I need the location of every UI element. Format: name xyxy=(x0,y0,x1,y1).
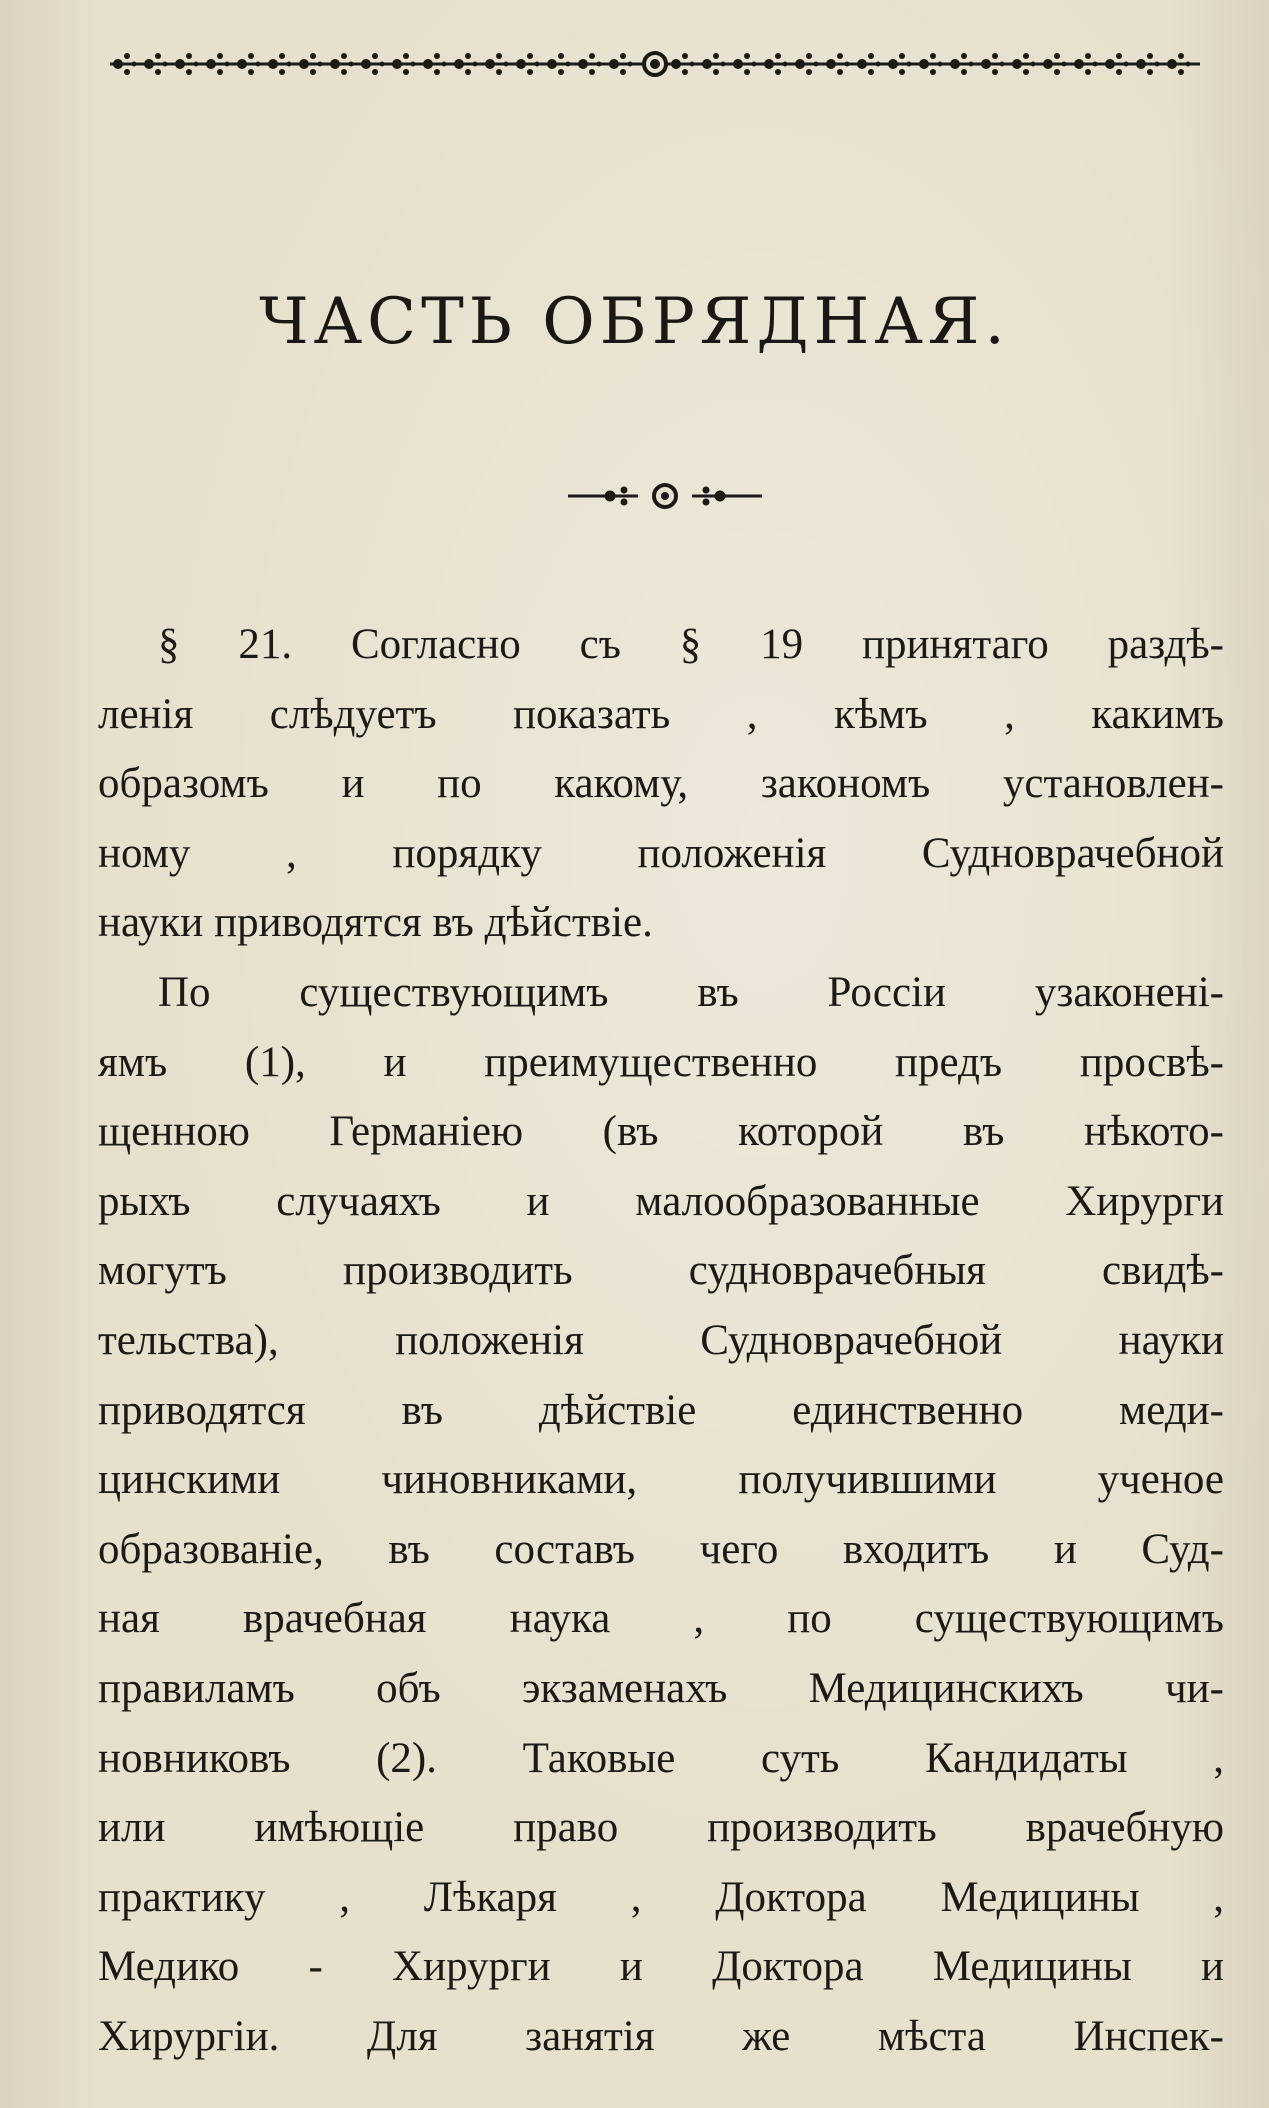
ornamental-divider xyxy=(560,476,770,516)
text-line: щенною Германіею (въ которой въ нѣкото- xyxy=(98,1108,1224,1156)
text-line: образомъ и по какому, закономъ установлен- xyxy=(98,760,1224,808)
text-line: тельства), положенія Судноврачебной науки xyxy=(98,1316,1224,1364)
ornamental-headpiece xyxy=(110,44,1200,84)
text-line: ному , порядку положенія Судноврачебной xyxy=(98,829,1224,877)
text-line: правиламъ объ экзаменахъ Медицинскихъ чи- xyxy=(98,1664,1224,1712)
text-line: Хирургіи. Для занятія же мѣста Инспек- xyxy=(98,2012,1224,2060)
text-line: приводятся въ дѣйствіе единственно меди- xyxy=(98,1386,1224,1434)
text-line: практику , Лѣкаря , Доктора Медицины , xyxy=(98,1873,1224,1921)
paragraph-2 xyxy=(98,958,1224,2072)
text-line: ленія слѣдуетъ показать , кѣмъ , какимъ xyxy=(98,690,1224,738)
text-line: цинскими чиновниками, получившими ученое xyxy=(98,1456,1224,1504)
text-line: ная врачебная наука , по существующимъ xyxy=(98,1595,1224,1643)
text-line: могутъ производить судноврачебныя свидѣ- xyxy=(98,1247,1224,1295)
text-line: Медико - Хирурги и Доктора Медицины и xyxy=(98,1943,1224,1991)
text-line: рыхъ случаяхъ и малообразованные Хирурги xyxy=(98,1177,1224,1225)
body-text xyxy=(98,610,1224,2071)
text-line: новниковъ (2). Таковые суть Кандидаты , xyxy=(98,1734,1224,1782)
text-line: § 21. Согласно съ § 19 принятаго раздѣ- xyxy=(158,621,1224,668)
page-title: ЧАСТЬ ОБРЯДНАЯ. xyxy=(259,285,1010,359)
text-line: науки приводятся въ дѣйствіе. xyxy=(98,899,653,947)
text-line: или имѣющіе право производить врачебную xyxy=(98,1804,1224,1852)
text-line: образованіе, въ составъ чего входитъ и Суд- xyxy=(98,1525,1224,1573)
text-line: ямъ (1), и преимущественно предъ просвѣ- xyxy=(98,1038,1224,1086)
paragraph-1 xyxy=(98,610,1224,958)
text-line: По существующимъ въ Россіи узаконені- xyxy=(158,968,1224,1016)
